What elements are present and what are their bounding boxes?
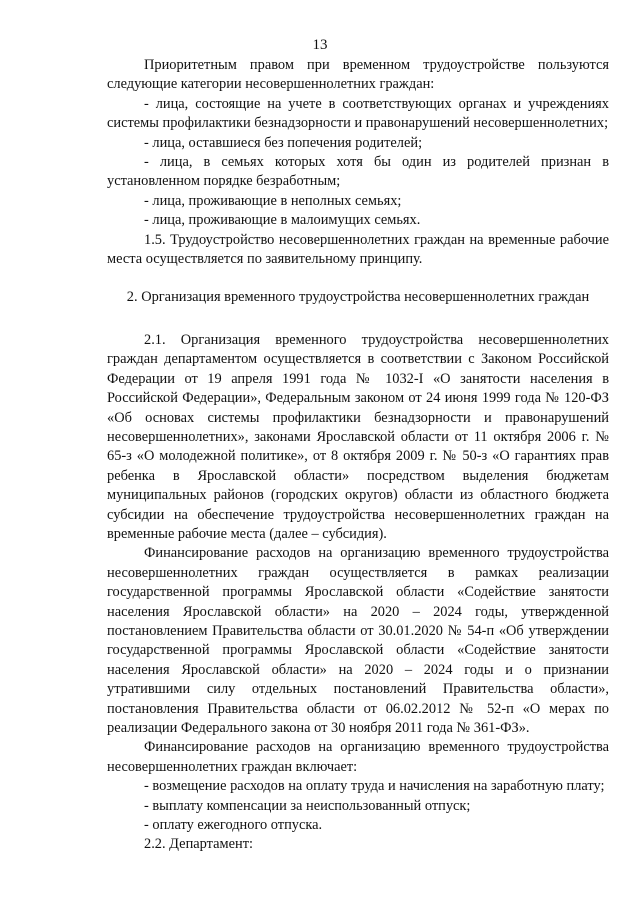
- list-item-unemployed-parent: - лица, в семьях которых хотя бы один из родителей признан в установленном порядке безработным;: [107, 154, 609, 190]
- document-body: [107, 56, 609, 855]
- section-2-heading: 2. Организация временного трудоустройства несовершеннолетних граждан: [126, 289, 590, 306]
- list-item-without-parental-care: - лица, оставшиеся без попечения родителей;: [144, 134, 423, 151]
- paragraph-financing-includes: Финансирование расходов на организацию временного трудоустройства несовершеннолетних граждан включает:: [107, 739, 609, 775]
- page-number: 13: [312, 37, 328, 53]
- list-item-unused-vacation: - выплату компенсации за неиспользованный отпуск;: [144, 797, 471, 814]
- spacer: [107, 308, 609, 331]
- clause-2-2: 2.2. Департамент:: [144, 836, 253, 853]
- list-item-wage-compensation: - возмещение расходов на оплату труда и начисления на заработную плату;: [144, 778, 605, 795]
- list-item-registered-minors: - лица, состоящие на учете в соответствующих органах и учреждениях системы профилактики безнадзорности и правонарушений несовершеннолетних;: [107, 95, 609, 132]
- spacer: [107, 269, 609, 288]
- paragraph-financing-program: Финансирование расходов на организацию временного трудоустройства несовершеннолетних граждан осуществляется в рамках реализации государственной программы Ярославской области «Содействие занятости населения Ярославской области» на 2020 – 2024 годы, утвержденной постановлением Правительства области от 30.01.2020 № 54-п «Об утверждении государственной программы Ярославской области «Содействие занятости населения Ярославской области» на 2020 – 2024 годы и о признании утратившими силу отдельных постановлений Правительства области», постановления Правительства области от 06.02.2012 № 52-п «О мерах по реализации Федерального закона от 30 ноября 2011 года № 361-ФЗ».: [107, 545, 609, 736]
- list-item-incomplete-families: - лица, проживающие в неполных семьях;: [144, 192, 402, 209]
- paragraph-priority-right: Приоритетным правом при временном трудоустройстве пользуются следующие категории несовершеннолетних граждан:: [107, 57, 609, 93]
- clause-1-5: 1.5. Трудоустройство несовершеннолетних граждан на временные рабочие места осуществляется по заявительному принципу.: [107, 231, 609, 268]
- list-item-annual-leave: - оплату ежегодного отпуска.: [144, 817, 323, 834]
- clause-2-1: 2.1. Организация временного трудоустройства несовершеннолетних граждан департаментом осуществляется в соответствии с Законом Российской Федерации от 19 апреля 1991 года № 1032-I «О занятости населения в Российской Федерации», Федеральным законом от 24 июня 1999 года № 120-ФЗ «Об основах системы профилактики безнадзорности и правонарушений несовершеннолетних», законами Ярославской области от 11 октября 2006 г. № 65-з «О молодежной политике», от 8 октября 2009 г. № 50-з «О гарантиях прав ребенка в Ярославской области» посредством выделения бюджетам муниципальных районов (городских округов) области из областного бюджета субсидии на обеспечение трудоустройства несовершеннолетних граждан на временные рабочие места (далее – субсидия).: [107, 331, 609, 542]
- list-item-low-income-families: - лица, проживающие в малоимущих семьях.: [144, 212, 421, 229]
